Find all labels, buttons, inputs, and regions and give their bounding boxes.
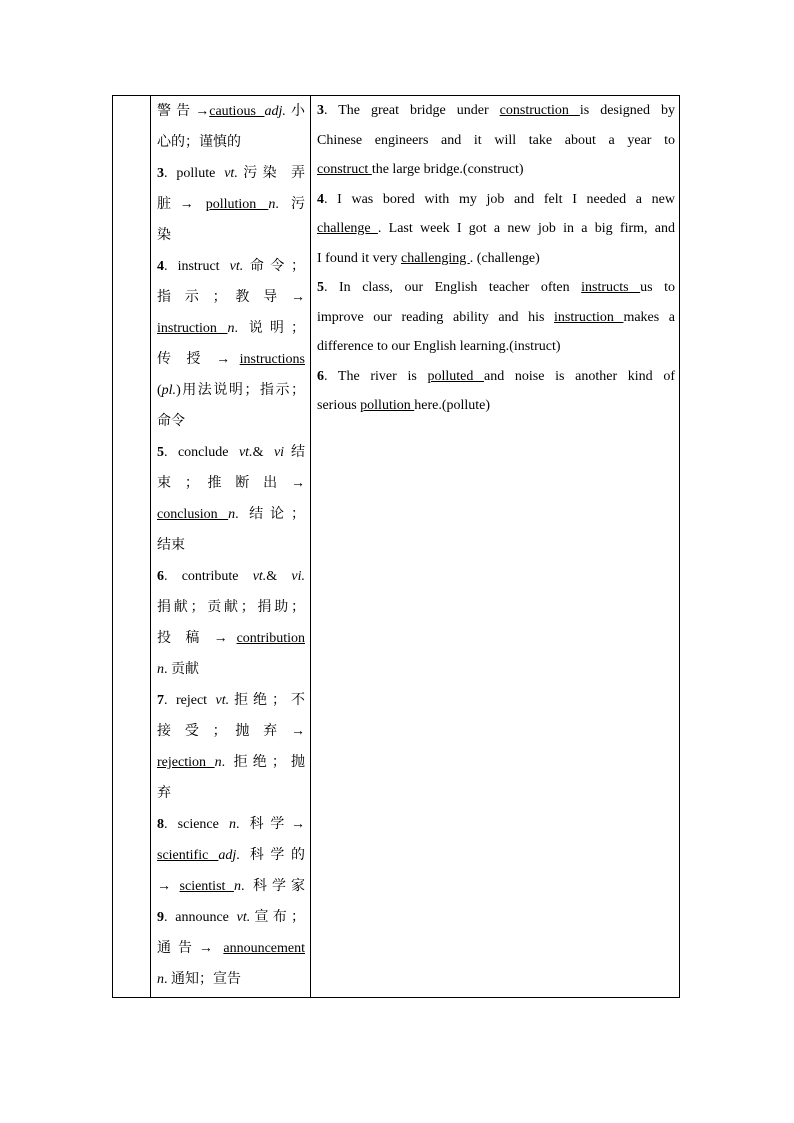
- vocab-entry-9: 9. announce vt.宣布； 通告→ announcement n. 通知；宣告: [157, 910, 305, 987]
- exercise-column: [317, 96, 675, 421]
- exercise-3: 3. The great bridge under construction is designed by Chinese engineers and it will take about a year to construct the large bridge.(construct): [317, 103, 675, 177]
- vocab-entry-4: 4. instruct vt.命令； 指 示 ； 教 导 → instruction n. 说明； 传 授 → instructions (pl.)用法说明；指示； 命令: [157, 259, 306, 429]
- vocab-entry-8: 8. science n. 科学→ scientific adj. 科学的 → scientist n. 科学家: [157, 817, 306, 894]
- vocab-entry-6: 6. contribute vt.& vi. 捐献；贡献；捐助； 投 稿 → contribution n. 贡献: [157, 569, 306, 677]
- exercise-5: 5. In class, our English teacher often instructs us to improve our reading ability and his instruction makes a difference to our English learning.(instruct): [317, 280, 675, 354]
- vocab-entry-3: 3. pollute vt.污染 弄 脏→ pollution n. 污 染: [157, 166, 305, 243]
- vocab-entry-2-tail: 警告→cautious adj.小 心的；谨慎的: [157, 104, 306, 150]
- column-divider-right: [310, 96, 311, 997]
- vocabulary-table: [112, 95, 680, 998]
- column-divider-left: [150, 96, 151, 997]
- exercise-4: 4. I was bored with my job and felt I needed a new challenge . Last week I got a new job in a big firm, and I found it very challenging . (challenge): [317, 191, 675, 266]
- vocabulary-column: [157, 96, 305, 995]
- exercise-6: 6. The river is polluted and noise is another kind of serious pollution here.(pollute): [317, 368, 676, 413]
- vocab-entry-7: 7. reject vt.拒绝；不 接 受 ； 抛 弃 → rejection n. 拒绝；抛 弃: [157, 693, 305, 801]
- vocab-entry-5: 5. conclude vt.& vi结 束 ； 推 断 出 → conclusion n. 结论； 结束: [157, 445, 306, 553]
